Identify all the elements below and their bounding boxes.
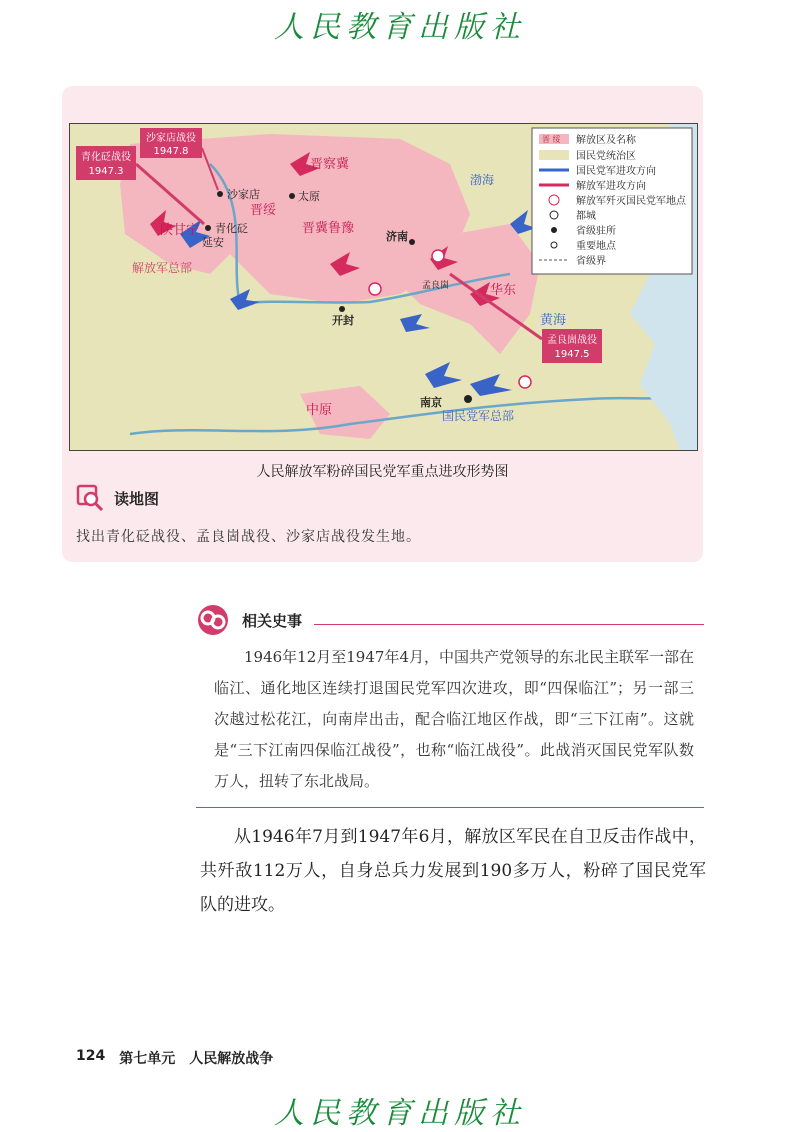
map-panel bbox=[62, 86, 703, 562]
history-text: 1946年12月至1947年4月，中国共产党领导的东北民主联军一部在临江、通化地区连续打退国民党军四次进攻，即“四保临江”；另一部三次越过松花江，向南岸出击，配合临江地区作战，即“三下江南”。这就是“三下江南四保临江战役”，也称“临江战役”。此战消灭国民党军队数万人，扭转了东北战局。 bbox=[214, 648, 694, 790]
place-label: 沙家店 bbox=[227, 188, 260, 201]
place-label: 南京 bbox=[420, 396, 442, 409]
legend-capital-icon bbox=[550, 211, 558, 219]
header-divider bbox=[314, 624, 704, 625]
callout-date: 1947.5 bbox=[554, 349, 590, 360]
read-map-title: 读地图 bbox=[114, 489, 160, 508]
place-label: 太原 bbox=[298, 190, 320, 203]
sea-label: 黄海 bbox=[540, 313, 567, 328]
legend-swatch-kmt bbox=[539, 150, 569, 160]
legend-label: 省级驻所 bbox=[576, 226, 616, 237]
region-label: 晋冀鲁豫 bbox=[302, 221, 355, 236]
callout-name: 孟良崮战役 bbox=[547, 335, 597, 346]
related-history-box bbox=[196, 602, 704, 808]
legend-label: 解放军进攻方向 bbox=[576, 181, 646, 192]
map-caption: 人民解放军粉碎国民党军重点进攻形势图 bbox=[256, 464, 509, 480]
city-dot bbox=[409, 239, 415, 245]
capital-dot bbox=[464, 395, 472, 403]
map-svg bbox=[70, 124, 697, 450]
history-title: 相关史事 bbox=[242, 611, 303, 630]
legend-label: 国民党军进攻方向 bbox=[576, 166, 656, 177]
region-label: 晋绥 bbox=[250, 203, 277, 218]
read-map-header bbox=[76, 484, 159, 512]
legend-label: 解放区及名称 bbox=[576, 135, 636, 146]
battle-site-icon bbox=[369, 283, 381, 295]
legend-label: 解放军歼灭国民党军地点 bbox=[576, 196, 686, 207]
callout-name: 沙家店战役 bbox=[146, 133, 196, 144]
unit-label: 第七单元 bbox=[119, 1051, 176, 1067]
region-label: 陕甘宁 bbox=[160, 223, 200, 238]
place-label: 孟良崮 bbox=[422, 281, 450, 291]
legend-label: 都城 bbox=[576, 211, 596, 222]
related-history-header bbox=[196, 602, 704, 638]
historical-map bbox=[69, 123, 698, 451]
legend-swatch-text: 晋 绥 bbox=[542, 135, 561, 144]
history-icon bbox=[196, 603, 230, 637]
sea-label: 渤海 bbox=[470, 173, 495, 187]
city-dot bbox=[339, 306, 345, 312]
body-paragraph: 从1946年7月到1947年6月，解放区军民在自卫反击作战中，共歼敌112万人，自身总兵力发展到190多万人，粉碎了国民党军队的进攻。 bbox=[200, 827, 706, 915]
callout-date: 1947.8 bbox=[153, 146, 189, 157]
region-label: 中原 bbox=[306, 403, 333, 418]
legend-province-icon bbox=[551, 227, 557, 233]
battle-site-icon bbox=[432, 250, 444, 262]
pla-hq-label: 解放军总部 bbox=[132, 261, 193, 275]
legend-place-icon bbox=[551, 242, 557, 248]
publisher-logo-top: 人民教育出版社 bbox=[274, 10, 526, 45]
legend-label: 重要地点 bbox=[576, 241, 616, 252]
legend-label: 省级界 bbox=[576, 256, 606, 267]
callout-date: 1947.3 bbox=[88, 166, 124, 177]
place-label: 济南 bbox=[386, 230, 408, 243]
city-dot bbox=[205, 225, 211, 231]
region-label: 华东 bbox=[490, 283, 517, 298]
read-map-question: 找出青化砭战役、孟良崮战役、沙家店战役发生地。 bbox=[76, 529, 421, 545]
callout-name: 青化砭战役 bbox=[81, 152, 131, 163]
legend-label: 国民党统治区 bbox=[576, 151, 636, 162]
place-label: 开封 bbox=[332, 314, 354, 327]
page-footer bbox=[76, 1048, 273, 1068]
legend-battle-icon bbox=[549, 195, 559, 205]
unit-title: 人民解放战争 bbox=[189, 1051, 274, 1067]
city-dot bbox=[217, 191, 223, 197]
region-label: 晋察冀 bbox=[310, 157, 350, 172]
battle-site-icon bbox=[519, 376, 531, 388]
city-dot bbox=[289, 193, 295, 199]
place-label: 青化砭 bbox=[215, 222, 248, 235]
bottom-divider bbox=[196, 807, 704, 808]
kmt-hq-label: 国民党军总部 bbox=[442, 409, 515, 423]
publisher-logo-bottom: 人民教育出版社 bbox=[274, 1096, 526, 1131]
magnifier-icon bbox=[76, 484, 104, 512]
place-label: 延安 bbox=[202, 236, 224, 249]
page-number: 124 bbox=[76, 1048, 106, 1064]
